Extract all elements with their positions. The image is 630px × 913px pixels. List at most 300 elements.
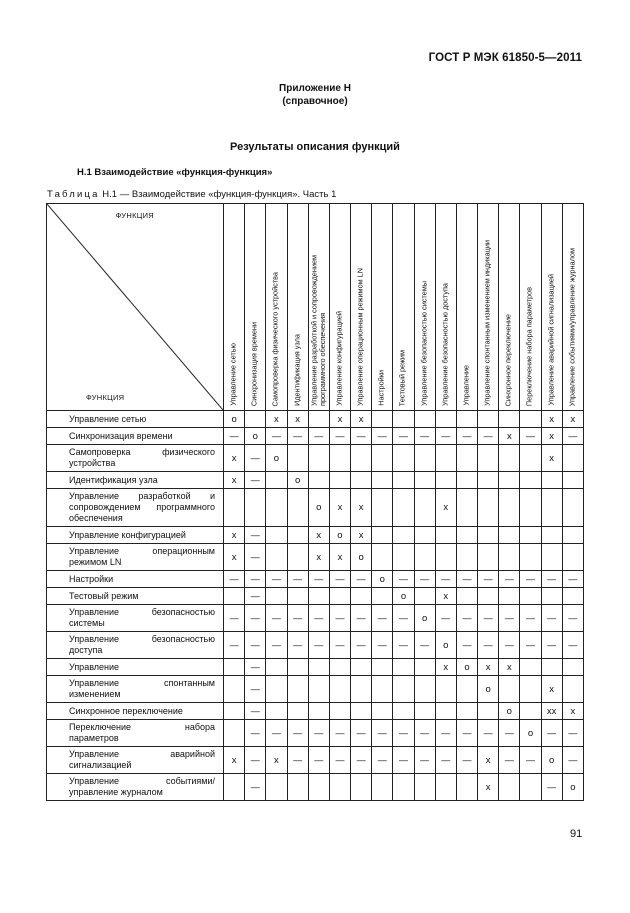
- table-cell: [245, 411, 266, 428]
- column-header: [414, 204, 435, 411]
- table-cell: [329, 676, 350, 703]
- table-row: [47, 588, 584, 605]
- table-cell: —: [499, 571, 520, 588]
- table-cell: [372, 445, 393, 472]
- table-cell: —: [245, 720, 266, 747]
- table-cell: —: [520, 632, 541, 659]
- row-label: Управление операционным режимом LN: [47, 544, 224, 571]
- table-cell: —: [308, 632, 329, 659]
- table-cell: x: [308, 544, 329, 571]
- table-cell: o: [435, 632, 456, 659]
- table-cell: —: [245, 571, 266, 588]
- table-cell: [224, 703, 245, 720]
- table-cell: x: [351, 527, 372, 544]
- table-cell: —: [308, 720, 329, 747]
- row-label: Управление сетью: [47, 411, 224, 428]
- column-header-label: Управление сетью: [228, 343, 238, 406]
- table-cell: [266, 659, 287, 676]
- table-cell: —: [520, 428, 541, 445]
- row-label: Тестовый режим: [47, 588, 224, 605]
- table-cell: [562, 527, 583, 544]
- column-header-label: Тестовый режим: [398, 349, 408, 406]
- row-label: Управление конфигурацией: [47, 527, 224, 544]
- table-cell: —: [562, 605, 583, 632]
- column-header-label: Управление безопасностью доступа: [440, 283, 450, 406]
- table-cell: [224, 489, 245, 527]
- table-cell: —: [245, 747, 266, 774]
- table-cell: [329, 659, 350, 676]
- table-cell: x: [224, 527, 245, 544]
- table-cell: —: [224, 571, 245, 588]
- table-cell: [499, 676, 520, 703]
- table-cell: [351, 703, 372, 720]
- table-cell: [266, 588, 287, 605]
- table-cell: o: [372, 571, 393, 588]
- table-cell: —: [562, 632, 583, 659]
- table-cell: [435, 527, 456, 544]
- table-cell: o: [499, 703, 520, 720]
- column-header-label: Синхронное переключение: [504, 313, 514, 406]
- table-cell: [435, 676, 456, 703]
- table-cell: o: [520, 720, 541, 747]
- table-cell: —: [478, 720, 499, 747]
- table-cell: o: [266, 445, 287, 472]
- table-cell: [287, 659, 308, 676]
- table-cell: —: [414, 720, 435, 747]
- table-cell: x: [478, 747, 499, 774]
- table-cell: —: [435, 428, 456, 445]
- table-cell: [541, 489, 562, 527]
- page-number: 91: [570, 828, 583, 840]
- table-cell: [308, 411, 329, 428]
- table-cell: [372, 774, 393, 801]
- row-label: Управление безопасностью системы: [47, 605, 224, 632]
- table-cell: [499, 445, 520, 472]
- table-cell: —: [245, 676, 266, 703]
- table-cell: [266, 544, 287, 571]
- table-row: [47, 571, 584, 588]
- column-header: [329, 204, 350, 411]
- table-cell: [329, 445, 350, 472]
- table-cell: [372, 489, 393, 527]
- table-cell: —: [435, 571, 456, 588]
- table-cell: [456, 445, 477, 472]
- table-cell: [351, 588, 372, 605]
- table-cell: [478, 472, 499, 489]
- table-cell: —: [499, 747, 520, 774]
- table-cell: [372, 527, 393, 544]
- table-caption: [47, 189, 336, 200]
- column-header: [520, 204, 541, 411]
- table-cell: —: [541, 720, 562, 747]
- column-header: [393, 204, 414, 411]
- column-header: [456, 204, 477, 411]
- row-label: Переключение набора параметров: [47, 720, 224, 747]
- table-cell: [456, 472, 477, 489]
- table-cell: [287, 774, 308, 801]
- table-row: [47, 445, 584, 472]
- table-row: [47, 605, 584, 632]
- row-label: Управление: [47, 659, 224, 676]
- table-cell: [308, 676, 329, 703]
- interaction-table: [46, 203, 584, 801]
- table-cell: [287, 588, 308, 605]
- table-cell: [393, 676, 414, 703]
- table-cell: —: [456, 747, 477, 774]
- column-header: [266, 204, 287, 411]
- table-cell: [456, 588, 477, 605]
- table-cell: [456, 774, 477, 801]
- table-cell: x: [562, 411, 583, 428]
- table-cell: x: [266, 411, 287, 428]
- table-cell: —: [541, 605, 562, 632]
- table-row: [47, 489, 584, 527]
- row-label: Управление событиями/управление журналом: [47, 774, 224, 801]
- table-cell: x: [435, 588, 456, 605]
- table-cell: [414, 472, 435, 489]
- table-cell: —: [308, 571, 329, 588]
- table-cell: —: [456, 632, 477, 659]
- table-cell: [562, 472, 583, 489]
- appendix-subtitle: (справочное): [282, 96, 348, 107]
- table-cell: [287, 544, 308, 571]
- table-cell: x: [435, 659, 456, 676]
- table-cell: [287, 703, 308, 720]
- table-cell: [499, 472, 520, 489]
- table-cell: —: [372, 605, 393, 632]
- column-header: [308, 204, 329, 411]
- column-header: [541, 204, 562, 411]
- table-row: [47, 632, 584, 659]
- table-cell: [499, 774, 520, 801]
- table-cell: x: [224, 472, 245, 489]
- table-cell: [435, 703, 456, 720]
- table-cell: [562, 659, 583, 676]
- table-cell: [435, 544, 456, 571]
- table-cell: x: [541, 411, 562, 428]
- table-header-row: [47, 204, 584, 411]
- table-cell: —: [287, 605, 308, 632]
- table-cell: —: [414, 632, 435, 659]
- table-cell: —: [562, 747, 583, 774]
- main-title: Результаты описания функций: [230, 141, 400, 153]
- table-cell: [308, 472, 329, 489]
- table-cell: —: [414, 428, 435, 445]
- corner-bottom-label: ФУНКЦИЯ: [86, 393, 125, 402]
- table-cell: [478, 527, 499, 544]
- table-cell: [499, 588, 520, 605]
- table-cell: [287, 489, 308, 527]
- column-header: [287, 204, 308, 411]
- column-header-label: Управление аварийной сигнализацией: [546, 274, 556, 406]
- table-cell: —: [287, 428, 308, 445]
- column-header: [478, 204, 499, 411]
- table-cell: x: [308, 527, 329, 544]
- table-cell: —: [478, 632, 499, 659]
- table-cell: —: [372, 632, 393, 659]
- table-cell: —: [393, 428, 414, 445]
- row-label: Управление безопасностью доступа: [47, 632, 224, 659]
- table-cell: [308, 659, 329, 676]
- table-cell: [456, 676, 477, 703]
- appendix-heading: [0, 82, 630, 108]
- table-cell: xx: [541, 703, 562, 720]
- table-cell: [329, 703, 350, 720]
- table-cell: [414, 544, 435, 571]
- table-row: [47, 774, 584, 801]
- column-header-label: Настройки: [376, 370, 386, 406]
- table-cell: —: [478, 571, 499, 588]
- table-cell: [372, 703, 393, 720]
- table-cell: [541, 472, 562, 489]
- table-cell: —: [435, 747, 456, 774]
- column-header-label: Управление разработкой и сопровождением программного обеспечения: [309, 254, 327, 406]
- column-header-label: Управление конфигурацией: [334, 311, 344, 406]
- row-label: Синхронизация времени: [47, 428, 224, 445]
- table-cell: [414, 703, 435, 720]
- table-cell: —: [435, 605, 456, 632]
- column-header-label: Переключение набора параметров: [525, 286, 535, 406]
- table-cell: o: [393, 588, 414, 605]
- table-cell: —: [266, 720, 287, 747]
- table-cell: [245, 489, 266, 527]
- table-row: [47, 720, 584, 747]
- table-cell: [224, 676, 245, 703]
- table-cell: x: [329, 489, 350, 527]
- table-cell: x: [224, 747, 245, 774]
- table-cell: —: [456, 720, 477, 747]
- table-cell: [266, 774, 287, 801]
- table-row: [47, 428, 584, 445]
- table-cell: [520, 659, 541, 676]
- caption-text: Н.1 — Взаимодействие «функция-функция». Часть 1: [102, 189, 337, 200]
- table-cell: —: [520, 747, 541, 774]
- table-cell: [562, 544, 583, 571]
- table-cell: [520, 588, 541, 605]
- appendix-title: Приложение Н: [279, 83, 351, 94]
- column-header-label: Управление безопасностью системы: [419, 281, 429, 406]
- corner-diagonal: [47, 204, 223, 410]
- table-cell: [372, 411, 393, 428]
- table-cell: —: [287, 747, 308, 774]
- table-cell: [520, 472, 541, 489]
- table-cell: [224, 774, 245, 801]
- table-cell: [414, 489, 435, 527]
- table-cell: —: [266, 571, 287, 588]
- table-cell: o: [287, 472, 308, 489]
- table-cell: [414, 676, 435, 703]
- table-cell: —: [287, 571, 308, 588]
- table-cell: —: [351, 632, 372, 659]
- table-cell: x: [541, 445, 562, 472]
- table-cell: —: [245, 527, 266, 544]
- table-cell: x: [541, 676, 562, 703]
- table-cell: x: [562, 703, 583, 720]
- table-cell: x: [541, 428, 562, 445]
- table-cell: [266, 527, 287, 544]
- table-cell: [414, 527, 435, 544]
- table-cell: x: [351, 411, 372, 428]
- table-cell: [372, 588, 393, 605]
- table-cell: [541, 527, 562, 544]
- column-header-label: Идентификация узла: [292, 334, 302, 406]
- table-cell: [435, 774, 456, 801]
- table-cell: [456, 489, 477, 527]
- table-cell: —: [372, 720, 393, 747]
- table-cell: [414, 588, 435, 605]
- table-cell: —: [329, 720, 350, 747]
- table-cell: —: [351, 605, 372, 632]
- table-cell: o: [562, 774, 583, 801]
- table-cell: —: [478, 428, 499, 445]
- table-cell: o: [414, 605, 435, 632]
- section-heading: Н.1 Взаимодействие «функция-функция»: [77, 167, 273, 178]
- column-header-label: Самопроверка физического устройства: [271, 271, 281, 406]
- corner-top-label: ФУНКЦИЯ: [115, 211, 154, 220]
- table-cell: [308, 703, 329, 720]
- table-cell: o: [541, 747, 562, 774]
- table-cell: [562, 588, 583, 605]
- table-cell: —: [562, 428, 583, 445]
- table-cell: [329, 588, 350, 605]
- table-cell: [393, 544, 414, 571]
- table-cell: —: [245, 472, 266, 489]
- table-cell: [308, 445, 329, 472]
- table-cell: [562, 445, 583, 472]
- column-header-label: Управление операционным режимом LN: [355, 268, 365, 406]
- table-cell: o: [456, 659, 477, 676]
- table-cell: —: [520, 571, 541, 588]
- table-cell: [372, 544, 393, 571]
- table-cell: [456, 411, 477, 428]
- column-header-label: Управление: [461, 365, 471, 406]
- table-cell: [414, 445, 435, 472]
- table-cell: o: [224, 411, 245, 428]
- table-cell: [287, 445, 308, 472]
- table-cell: [414, 774, 435, 801]
- table-cell: [478, 703, 499, 720]
- table-cell: [393, 774, 414, 801]
- table-cell: —: [351, 720, 372, 747]
- table-row: [47, 544, 584, 571]
- table-cell: —: [414, 571, 435, 588]
- table-cell: [499, 544, 520, 571]
- column-header-label: Управление событиями/управление журналом: [567, 247, 577, 406]
- table-row: [47, 703, 584, 720]
- table-cell: —: [372, 428, 393, 445]
- table-cell: [224, 659, 245, 676]
- table-cell: —: [245, 605, 266, 632]
- table-cell: —: [245, 703, 266, 720]
- table-cell: [541, 544, 562, 571]
- table-row: [47, 411, 584, 428]
- table-cell: —: [393, 720, 414, 747]
- table-cell: —: [245, 659, 266, 676]
- column-header: [351, 204, 372, 411]
- table-cell: —: [520, 605, 541, 632]
- table-cell: [478, 588, 499, 605]
- table-cell: [393, 472, 414, 489]
- table-cell: [372, 472, 393, 489]
- table-cell: —: [266, 428, 287, 445]
- table-cell: [224, 720, 245, 747]
- row-label: Настройки: [47, 571, 224, 588]
- table-cell: o: [308, 489, 329, 527]
- table-cell: [478, 445, 499, 472]
- table-cell: [351, 472, 372, 489]
- table-cell: [541, 588, 562, 605]
- table-cell: [393, 659, 414, 676]
- table-cell: x: [287, 411, 308, 428]
- table-cell: [266, 676, 287, 703]
- table-cell: —: [287, 632, 308, 659]
- table-cell: [478, 544, 499, 571]
- column-header: [372, 204, 393, 411]
- table-cell: x: [351, 489, 372, 527]
- table-row: [47, 676, 584, 703]
- table-cell: [393, 527, 414, 544]
- table-cell: —: [351, 571, 372, 588]
- table-cell: [520, 544, 541, 571]
- table-cell: x: [478, 659, 499, 676]
- table-cell: —: [393, 632, 414, 659]
- table-cell: —: [308, 605, 329, 632]
- table-cell: [308, 588, 329, 605]
- table-cell: —: [329, 571, 350, 588]
- table-cell: [329, 774, 350, 801]
- column-header: [562, 204, 583, 411]
- table-cell: —: [456, 605, 477, 632]
- table-cell: x: [266, 747, 287, 774]
- table-row: [47, 747, 584, 774]
- table-cell: —: [562, 720, 583, 747]
- table-row: [47, 527, 584, 544]
- table-cell: [520, 527, 541, 544]
- row-label: Синхронное переключение: [47, 703, 224, 720]
- table-cell: —: [224, 632, 245, 659]
- table-cell: —: [224, 605, 245, 632]
- table-cell: [224, 588, 245, 605]
- row-label: Управление аварийной сигнализацией: [47, 747, 224, 774]
- table-cell: [435, 472, 456, 489]
- table-cell: [562, 489, 583, 527]
- table-cell: [393, 489, 414, 527]
- table-cell: [266, 489, 287, 527]
- table-cell: [520, 445, 541, 472]
- column-header: [245, 204, 266, 411]
- table-cell: —: [351, 747, 372, 774]
- table-cell: —: [435, 720, 456, 747]
- table-cell: —: [541, 774, 562, 801]
- table-cell: —: [287, 720, 308, 747]
- table-cell: —: [245, 588, 266, 605]
- table-cell: —: [308, 428, 329, 445]
- table-cell: —: [245, 632, 266, 659]
- table-cell: x: [329, 544, 350, 571]
- table-cell: —: [351, 428, 372, 445]
- table-cell: [393, 445, 414, 472]
- table-cell: x: [224, 445, 245, 472]
- table-cell: [499, 411, 520, 428]
- table-cell: [435, 411, 456, 428]
- table-cell: [287, 676, 308, 703]
- table-cell: x: [435, 489, 456, 527]
- table-cell: —: [478, 605, 499, 632]
- column-header: [224, 204, 245, 411]
- column-header: [435, 204, 456, 411]
- table-cell: [520, 774, 541, 801]
- table-cell: [478, 489, 499, 527]
